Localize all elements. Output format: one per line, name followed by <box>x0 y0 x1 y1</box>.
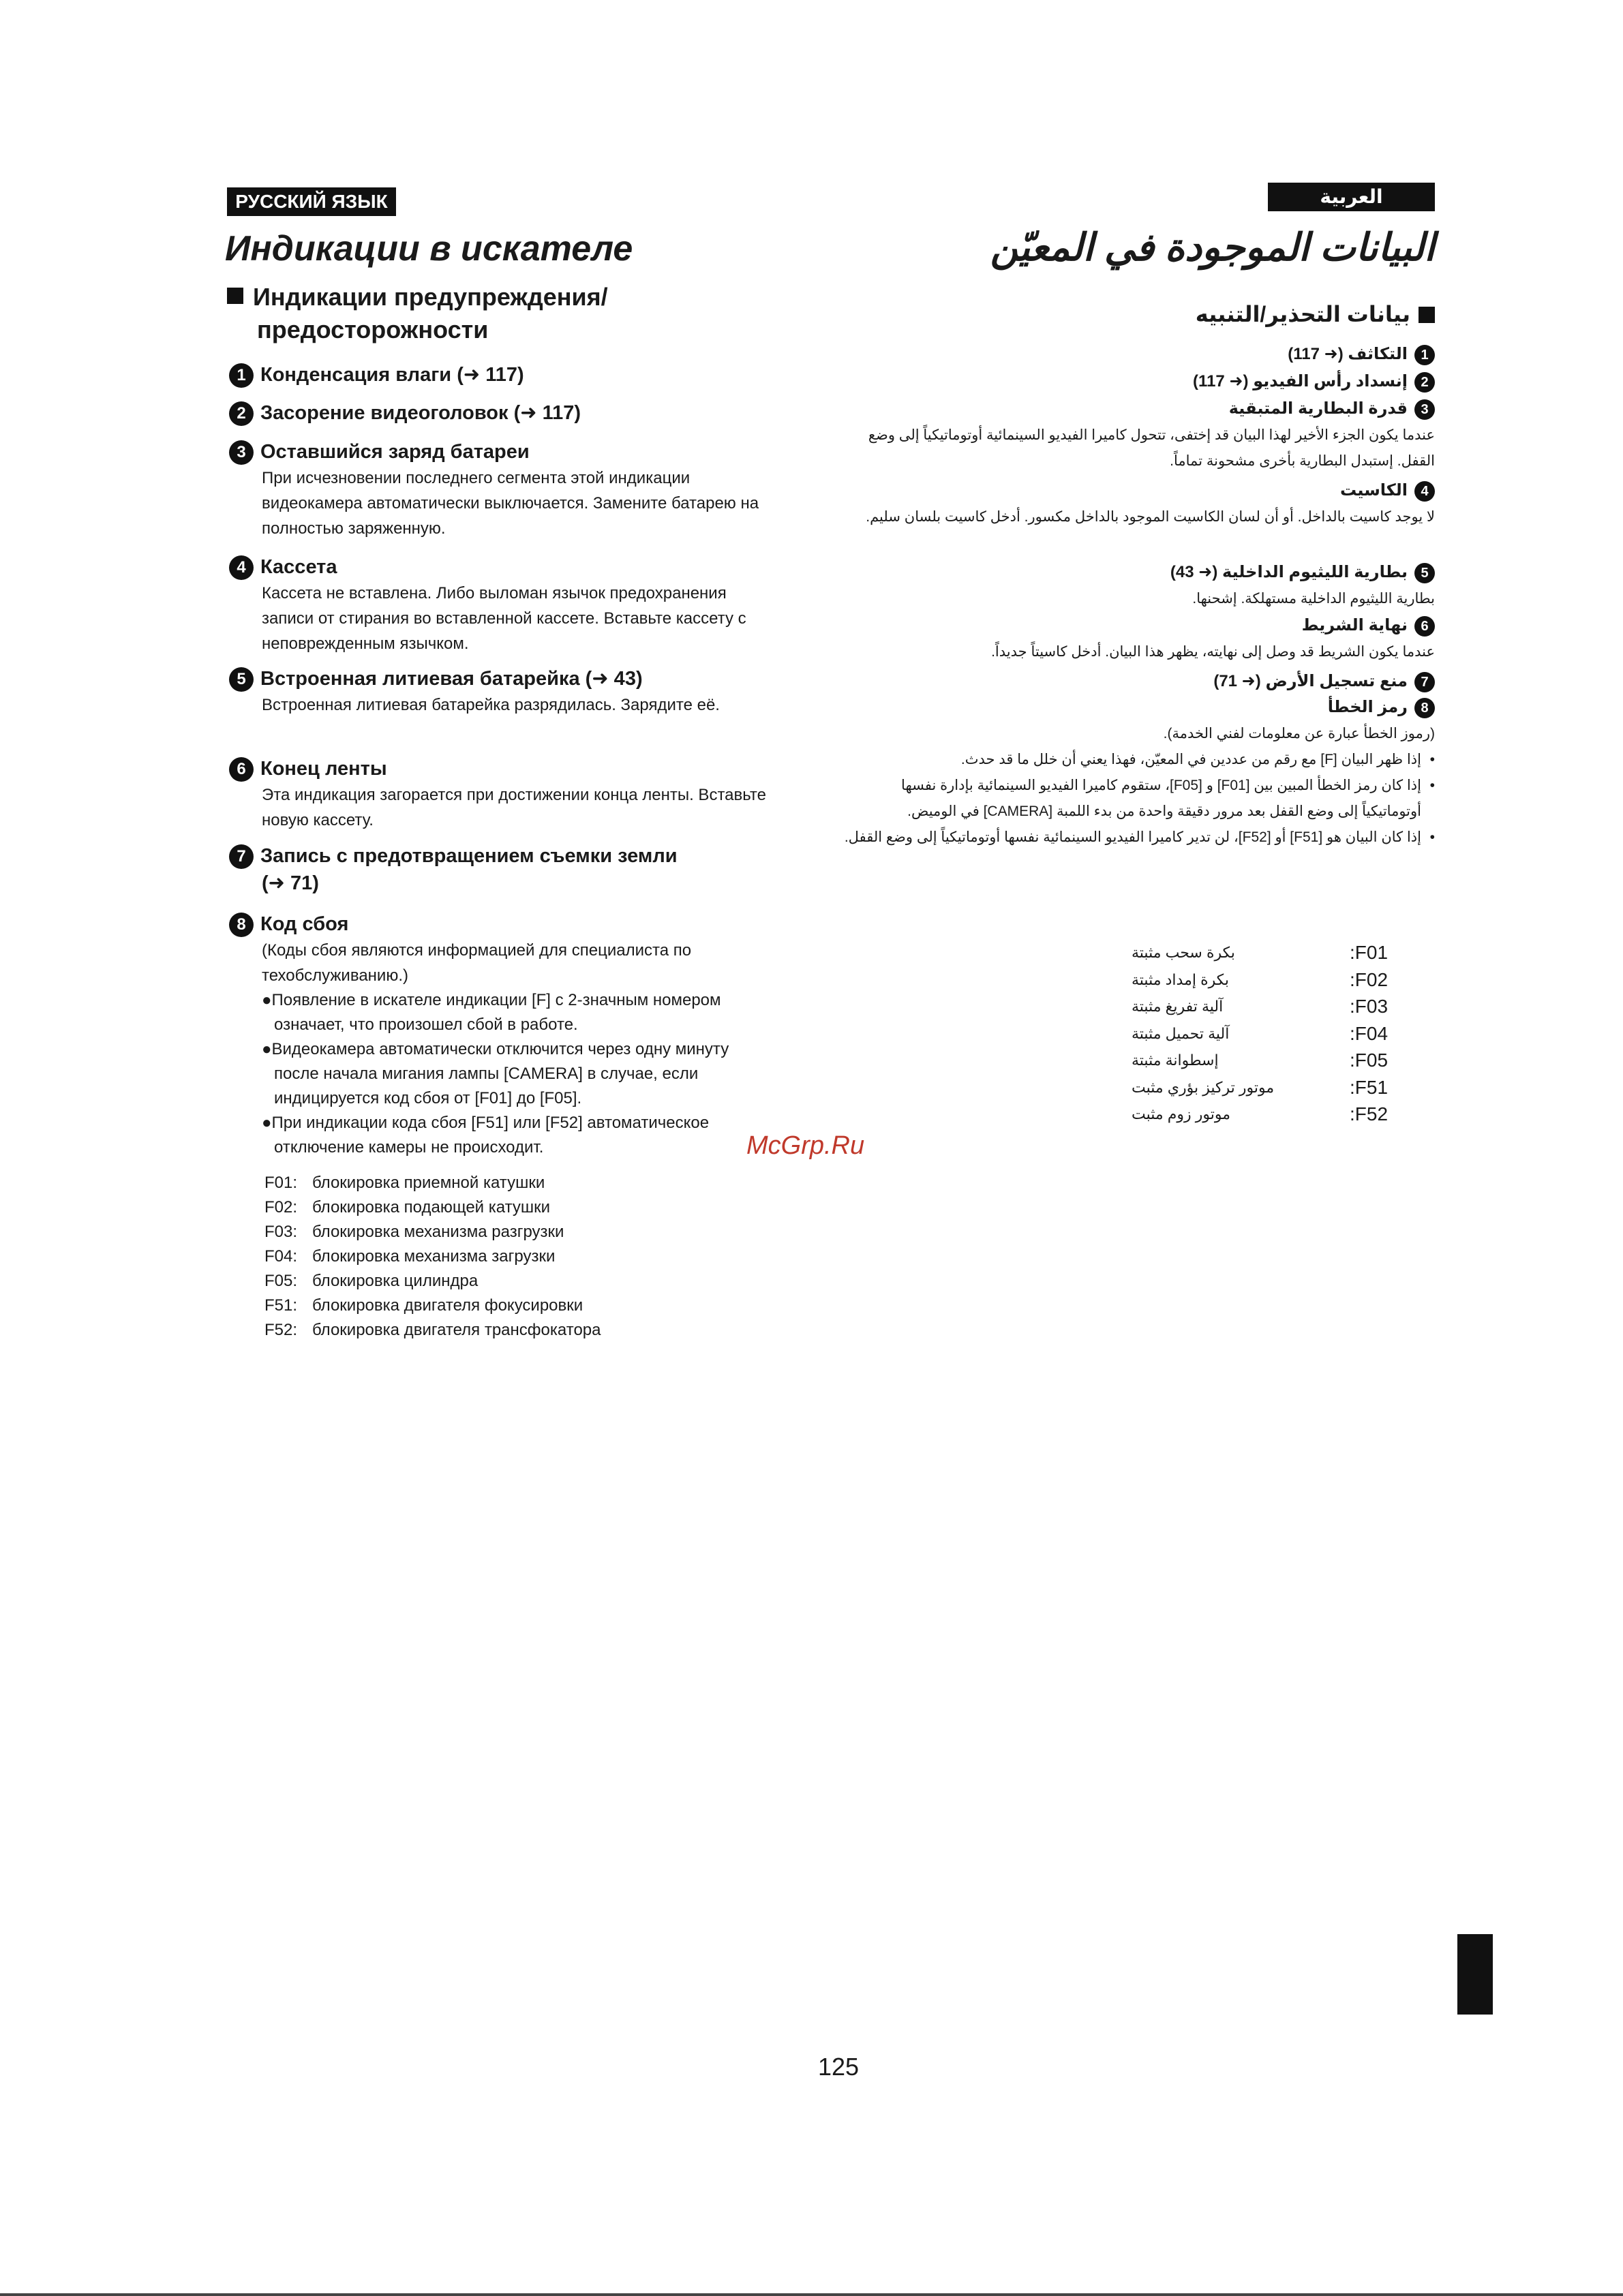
russian-section-heading-line1: Индикации предупреждения/ <box>253 283 608 311</box>
section-edge-marker <box>1457 1934 1493 2015</box>
russian-item-5-head: Встроенная литиевая батарейка (➜ 43) <box>260 668 643 690</box>
russian-item-7 <box>229 842 788 897</box>
number-5-icon: 5 <box>1414 563 1435 583</box>
russian-item-8-head: Код сбоя <box>260 913 349 935</box>
russian-item-5-body: Встроенная литиевая батарейка разрядилась. Зарядите её. <box>262 696 720 714</box>
page-number: 125 <box>817 2053 860 2081</box>
error-description: блокировка приемной катушки <box>312 1174 545 1192</box>
arabic-item-6 <box>838 612 1435 665</box>
arabic-item-5-head: بطارية الليثيوم الداخلية (➜ 43) <box>1170 563 1408 581</box>
arabic-item-7 <box>838 668 1435 695</box>
russian-item-6-body: Эта индикация загорается при достижении конца ленты. Вставьте новую кассету. <box>262 786 766 829</box>
arabic-item-8-body: (رموز الخطأ عبارة عن معلومات لفني الخدمة). <box>1163 726 1435 741</box>
error-code: F05: <box>264 1272 298 1290</box>
error-code: F52: <box>264 1321 298 1339</box>
error-code: F02: <box>264 1198 298 1216</box>
number-1-icon: 1 <box>229 363 254 388</box>
error-code: F01: <box>264 1174 298 1192</box>
arabic-item-5 <box>838 559 1435 612</box>
russian-bullet-2: ●Видеокамера автоматически отключится через одну минуту после начала мигания лампы [CAMERA] в случае, если индицируется код сбоя от [F01] до [F05]. <box>262 1040 729 1107</box>
russian-item-1 <box>229 361 788 388</box>
russian-bullet-3: ●При индикации кода сбоя [F51] или [F52] автоматическое отключение камеры не происходит. <box>262 1114 710 1157</box>
russian-item-3-body: При исчезновении последнего сегмента этой индикации видеокамера автоматически выключается. Замените батарею на полностью заряженную. <box>262 469 759 538</box>
arabic-bullet-2: • إذا كان رمز الخطأ المبين بين [F01] و [F05]، ستقوم كاميرا الفيديو السينمائية بإدارة نفسها أوتوماتيكياً إلى وضع القفل بعد مرور دقيقة واحدة من بدء اللمبة [CAMERA] في الوميض. <box>838 773 1435 825</box>
error-description: موتور زوم مثبت <box>1132 1105 1231 1122</box>
arabic-item-1-head: التكاثف (➜ 117) <box>1288 345 1408 363</box>
error-description: بكرة إمداد مثبتة <box>1132 970 1230 988</box>
russian-bullet-list <box>229 988 753 1160</box>
error-code: :F01 <box>1350 942 1389 963</box>
error-description: إسطوانة مثبتة <box>1132 1052 1219 1069</box>
russian-item-3 <box>229 438 788 541</box>
russian-language-label: РУССКИЙ ЯЗЫК <box>227 187 396 216</box>
error-code: :F51 <box>1350 1076 1389 1098</box>
russian-item-4 <box>229 553 788 656</box>
russian-item-4-body: Кассета не вставлена. Либо выломан язычок предохранения записи от стирания во вставленной кассете. Вставьте кассету с неповрежденным язычком. <box>262 584 746 653</box>
list-item <box>1132 993 1404 1020</box>
error-description: موتور تركيز بؤري مثبت <box>1132 1078 1275 1096</box>
error-description: блокировка механизма разгрузки <box>312 1223 564 1241</box>
russian-item-2-head: Засорение видеоголовок (➜ 117) <box>260 402 581 424</box>
number-2-icon: 2 <box>229 401 254 426</box>
watermark-text: McGrp.Ru <box>746 1131 865 1160</box>
russian-section-heading <box>227 281 608 346</box>
error-description: блокировка двигателя фокусировки <box>312 1296 583 1315</box>
arabic-item-3 <box>838 395 1435 474</box>
russian-item-6-head: Конец ленты <box>260 758 387 780</box>
number-4-icon: 4 <box>1414 481 1435 502</box>
square-bullet-icon <box>227 288 243 304</box>
number-3-icon: 3 <box>1414 399 1435 420</box>
arabic-bullet-3: • إذا كان البيان هو [F51] أو [F52]، لن تدير كاميرا الفيديو السينمائية نفسها أوتوماتيكياً إلى وضع القفل. <box>838 825 1435 851</box>
arabic-language-label: العربية <box>1268 183 1435 211</box>
arabic-item-4-body: لا يوجد كاسيت بالداخل. أو أن لسان الكاسيت الموجود بالداخل مكسور. أدخل كاسيت بلسان سليم. <box>866 509 1435 525</box>
russian-item-4-head: Кассета <box>260 556 337 578</box>
arabic-item-4-head: الكاسيت <box>1339 481 1408 500</box>
error-description: блокировка механизма загрузки <box>312 1247 556 1266</box>
number-4-icon: 4 <box>229 555 254 580</box>
number-6-icon: 6 <box>229 757 254 782</box>
number-7-icon: 7 <box>1414 672 1435 692</box>
arabic-bullet-1: • إذا ظهر البيان [F] مع رقم من عددين في المعيّن، فهذا يعني أن خلل ما قد حدث. <box>838 747 1435 773</box>
russian-item-3-head: Оставшийся заряд батареи <box>260 441 530 463</box>
arabic-item-8-head: رمز الخطأ <box>1327 698 1408 716</box>
list-item <box>1132 1101 1404 1128</box>
russian-error-code-list <box>264 1171 601 1343</box>
error-code: :F02 <box>1350 968 1389 990</box>
number-7-icon: 7 <box>229 844 254 869</box>
arabic-item-3-head: قدرة البطارية المتبقية <box>1228 399 1408 418</box>
arabic-item-8 <box>838 694 1435 851</box>
square-bullet-icon <box>1419 307 1435 323</box>
error-code: :F04 <box>1350 1022 1389 1044</box>
list-item <box>264 1171 601 1195</box>
error-code: :F05 <box>1350 1050 1389 1071</box>
error-description: بكرة سحب مثبتة <box>1132 944 1235 961</box>
number-8-icon: 8 <box>229 913 254 937</box>
russian-bullet-1: ●Появление в искателе индикации [F] с 2-значным номером означает, что произошел сбой в работе. <box>262 991 721 1034</box>
list-item <box>264 1220 601 1244</box>
number-1-icon: 1 <box>1414 345 1435 365</box>
error-description: آلية تحميل مثبتة <box>1132 1024 1230 1042</box>
arabic-item-2 <box>838 368 1435 395</box>
russian-item-7-ref: (➜ 71) <box>262 872 319 894</box>
arabic-section-heading <box>1022 301 1435 327</box>
number-8-icon: 8 <box>1414 698 1435 718</box>
russian-item-8-body: (Коды сбоя являются информацией для специалиста по техобслуживанию.) <box>262 941 692 985</box>
error-description: блокировка подающей катушки <box>312 1198 551 1216</box>
russian-item-6 <box>229 755 788 833</box>
arabic-item-4 <box>838 477 1435 530</box>
arabic-item-6-head: نهاية الشريط <box>1301 616 1408 634</box>
list-item <box>264 1269 601 1294</box>
arabic-item-7-head: منع تسجيل الأرض (➜ 71) <box>1213 672 1408 690</box>
arabic-item-5-body: بطارية الليثيوم الداخلية مستهلكة. إشحنها. <box>1192 591 1435 607</box>
list-item <box>1132 1074 1404 1101</box>
error-code: F03: <box>264 1223 298 1241</box>
arabic-item-3-body: عندما يكون الجزء الأخير لهذا البيان قد إختفى، تتحول كاميرا الفيديو السينمائية أوتوماتيكياً إلى وضع القفل. إستبدل البطارية بأخرى مشحونة تماماً. <box>868 427 1435 469</box>
russian-item-7-head: Запись с предотвращением съемки земли <box>260 845 678 867</box>
error-code: :F03 <box>1350 996 1389 1017</box>
error-description: блокировка двигателя трансфокатора <box>312 1321 601 1339</box>
list-item <box>1132 1047 1404 1074</box>
list-item <box>264 1294 601 1318</box>
error-code: F04: <box>264 1247 298 1266</box>
list-item <box>264 1244 601 1269</box>
page-bottom-divider <box>0 2293 1623 2296</box>
number-5-icon: 5 <box>229 667 254 692</box>
russian-item-1-head: Конденсация влаги (➜ 117) <box>260 364 524 386</box>
list-item <box>1132 939 1404 966</box>
russian-item-2 <box>229 399 788 427</box>
arabic-item-2-head: إنسداد رأس الفيديو (➜ 117) <box>1193 372 1408 391</box>
arabic-bullet-list <box>838 747 1435 851</box>
list-item <box>264 1318 601 1343</box>
russian-item-5 <box>229 665 788 718</box>
error-code: :F52 <box>1350 1103 1389 1124</box>
russian-page-title: Индикации в искателе <box>225 229 633 269</box>
number-2-icon: 2 <box>1414 372 1435 393</box>
arabic-item-6-body: عندما يكون الشريط قد وصل إلى نهايته، يظهر هذا البيان. أدخل كاسيتاً جديداً. <box>991 644 1435 660</box>
list-item <box>1132 1020 1404 1047</box>
arabic-item-1 <box>838 341 1435 368</box>
error-description: блокировка цилиндра <box>312 1272 479 1290</box>
number-6-icon: 6 <box>1414 616 1435 637</box>
arabic-page-title: البيانات الموجودة في المعيّن <box>990 226 1435 269</box>
number-3-icon: 3 <box>229 440 254 465</box>
list-item <box>1132 966 1404 994</box>
arabic-section-heading-text: بيانات التحذير/التنبيه <box>1195 302 1410 326</box>
list-item <box>264 1195 601 1220</box>
error-description: آلية تفريغ مثبتة <box>1132 998 1224 1015</box>
russian-item-8 <box>229 910 788 1160</box>
arabic-error-code-list <box>1132 939 1404 1128</box>
russian-section-heading-line2: предосторожности <box>257 316 489 343</box>
error-code: F51: <box>264 1296 298 1315</box>
